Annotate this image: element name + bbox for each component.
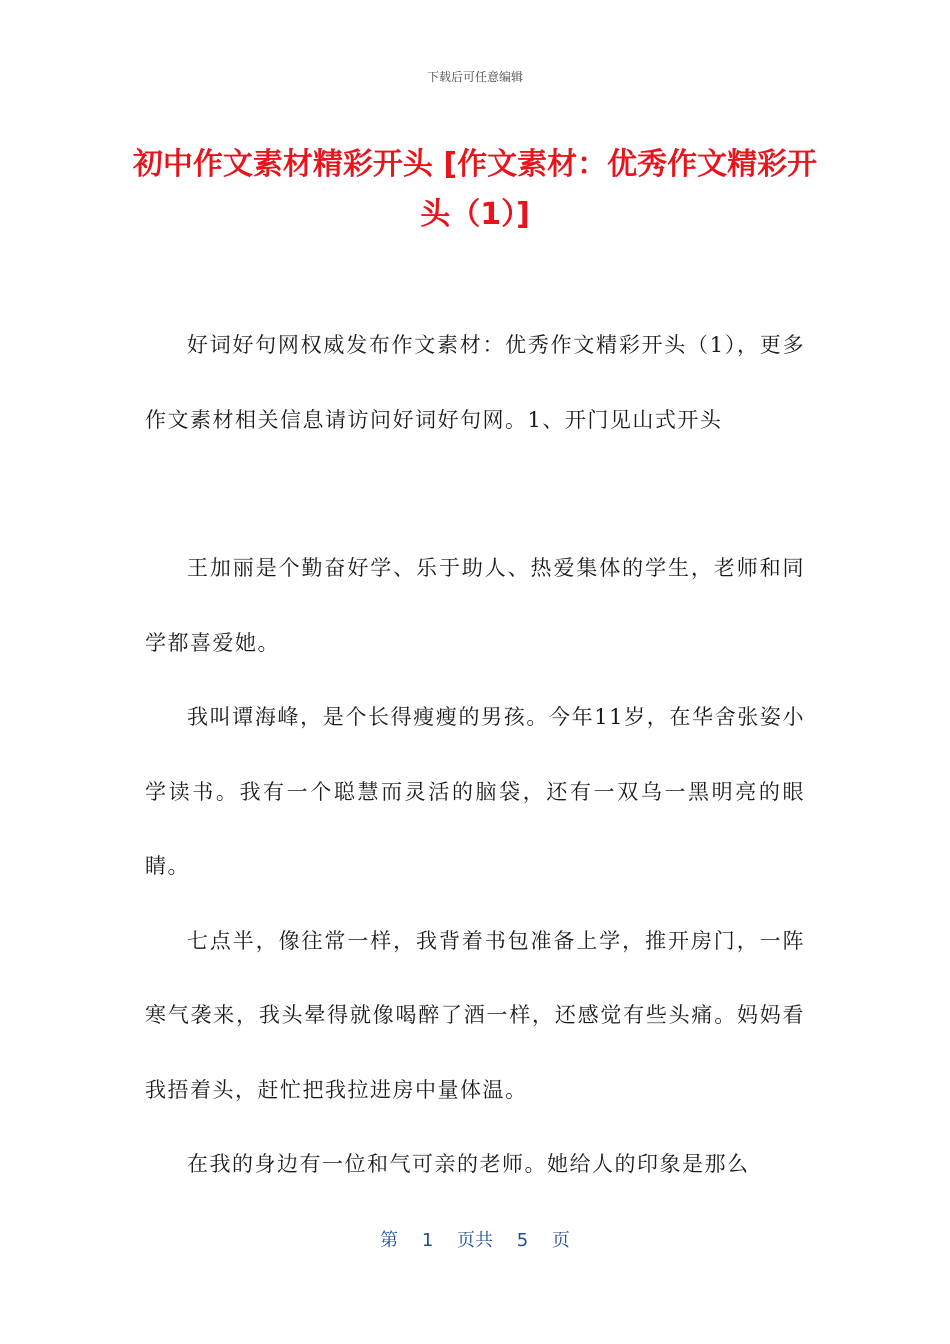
document-title: 初中作文素材精彩开头 [作文素材：优秀作文精彩开头（1）] bbox=[132, 147, 818, 232]
current-page-number: 1 bbox=[421, 1230, 434, 1251]
paragraph: 王加丽是个勤奋好学、乐于助人、热爱集体的学生，老师和同学都喜爱她。 bbox=[145, 556, 805, 655]
paragraph: 我叫谭海峰，是个长得瘦瘦的男孩。今年11岁，在华舍张姿小学读书。我有一个聪慧而灵活的脑袋，还有一双乌一黑明亮的眼睛。 bbox=[145, 705, 805, 878]
paragraph: 好词好句网权威发布作文素材：优秀作文精彩开头（1），更多作文素材相关信息请访问好词好句网。1、开门见山式开头 bbox=[145, 333, 805, 432]
paragraph: 七点半，像往常一样，我背着书包准备上学，推开房门，一阵寒气袭来，我头晕得就像喝醉了酒一样，还感觉有些头痛。妈妈看我捂着头，赶忙把我拉进房中量体温。 bbox=[145, 928, 805, 1102]
total-pages-number: 5 bbox=[516, 1230, 529, 1251]
page-suffix: 页 bbox=[551, 1230, 570, 1251]
page-middle: 页共 bbox=[457, 1230, 493, 1251]
page-footer bbox=[0, 1226, 950, 1252]
paragraph: 在我的身边有一位和气可亲的老师。她给人的印象是那么 bbox=[187, 1152, 750, 1176]
header-note: 下载后可任意编辑 bbox=[426, 70, 523, 84]
page-prefix: 第 bbox=[380, 1230, 399, 1251]
document-body bbox=[145, 308, 805, 1202]
